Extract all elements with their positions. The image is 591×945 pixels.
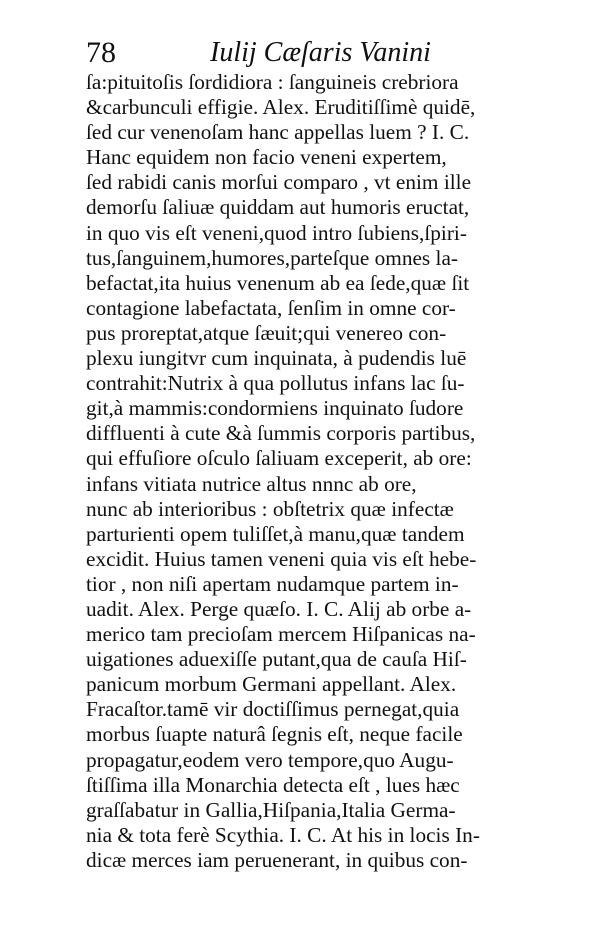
page-header: [86, 36, 506, 70]
text-line: contrahit:Nutrix à qua pollutus infans lac ſu-: [86, 371, 465, 396]
page-number: 78: [86, 36, 116, 69]
text-line: demorſu ſaliuæ quiddam aut humoris eructat,: [86, 195, 470, 220]
text-line: ſa:pituitoſis ſordidiora : ſanguineis crebriora: [86, 70, 459, 94]
text-line: graſſabatur in Gallia,Hiſpania,Italia Germa-: [86, 797, 456, 822]
text-line: Hanc equidem non facio veneni expertem,: [86, 145, 447, 170]
text-line: infans vitiata nutrice altus nnnc ab ore,: [86, 471, 417, 496]
text-line: qui effuſiore oſculo ſaliuam exceperit, ab ore:: [86, 446, 472, 471]
text-line: diffluenti à cute &à ſummis corporis partibus,: [86, 421, 476, 446]
text-line: morbus ſuapte naturâ ſegnis eſt, neque facile: [86, 722, 463, 747]
text-line: in quo vis eſt veneni,quod intro ſubiens,ſpiri-: [86, 220, 467, 245]
running-head: Iulij Cæſaris Vanini: [210, 37, 431, 68]
text-line: git,à mammis:condormiens inquinato ſudore: [86, 396, 464, 421]
text-line: uigationes aduexiſſe putant,qua de cauſa Hiſ-: [86, 647, 467, 672]
text-line: dicæ merces iam peruenerant, in quibus con-: [86, 847, 468, 872]
text-line: ſed cur venenoſam hanc appellas luem ? I. C.: [86, 120, 470, 145]
text-line: ſtiſſima illa Monarchia detecta eſt , lues hæc: [86, 772, 460, 797]
text-line: nunc ab interioribus : obſtetrix quæ infectæ: [86, 496, 454, 521]
text-line: uadit. Alex. Perge quæſo. I. C. Alij ab orbe a-: [86, 596, 472, 621]
text-line: merico tam precioſam mercem Hiſpanicas na-: [86, 622, 476, 647]
text-line: contagione labefactata, ſenſim in omne cor-: [86, 295, 456, 320]
text-line: tus,ſanguinem,humores,parteſque omnes la-: [86, 245, 459, 270]
text-line: excidit. Huius tamen veneni quia vis eſt hebe-: [86, 546, 477, 571]
text-line: panicum morbum Germani appellant. Alex.: [86, 672, 457, 697]
text-line: parturienti opem tuliſſet,à manu,quæ tandem: [86, 521, 465, 546]
text-line: &carbunculi effigie. Alex. Eruditiſſimè quidē,: [86, 95, 476, 120]
text-line: ſed rabidi canis morſui comparo , vt enim ille: [86, 170, 472, 195]
text-line: befactat,ita huius venenum ab ea ſede,quæ ſit: [86, 270, 470, 295]
text-line: pus proreptat,atque ſæuit;qui venereo con-: [86, 320, 447, 345]
body-text: [86, 70, 516, 873]
text-line: Fracaſtor.tamē vir doctiſſimus pernegat,quia: [86, 697, 460, 722]
text-line: plexu iungitvr cum inquinata, à pudendis luē: [86, 346, 467, 371]
text-line: nia & tota ferè Scythia. I. C. At his in locis In-: [86, 822, 480, 847]
text-line: tior , non niſi apertam nudamque partem in-: [86, 571, 459, 596]
text-line: propagatur,eodem vero tempore,quo Augu-: [86, 747, 454, 772]
